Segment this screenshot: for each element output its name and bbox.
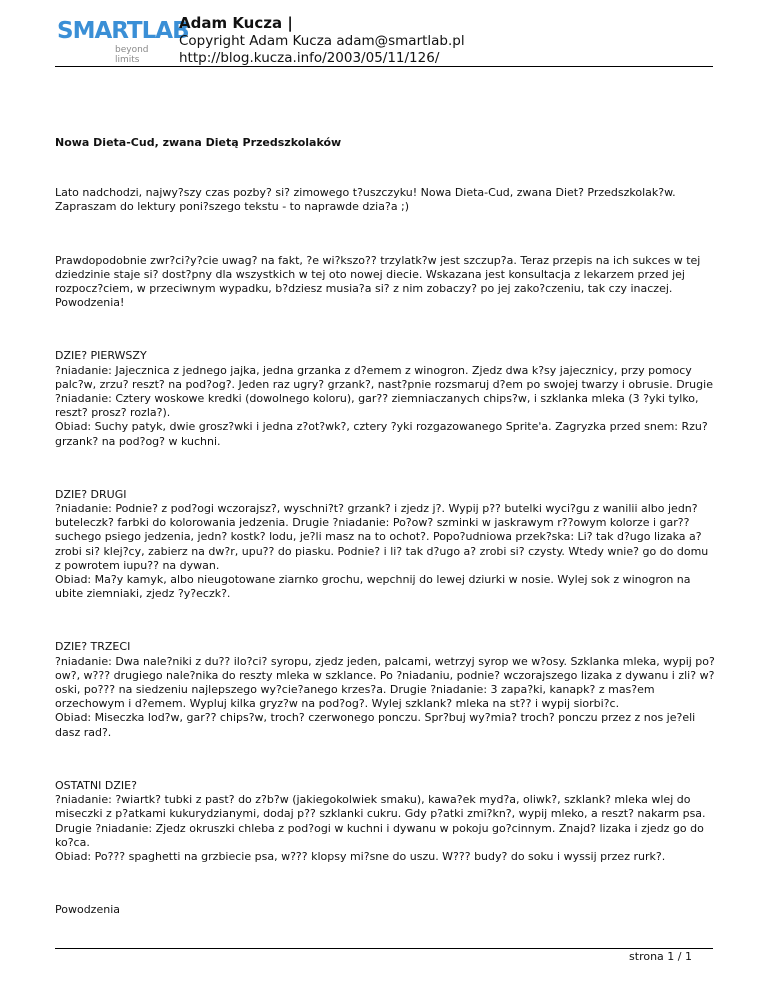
day-one-section: DZIE? PIERWSZY ?niadanie: Jajecznica z jednego jajka, jedna grzanka z d?emem z winogron. Zjedz dwa k?sy jajecznicy, przy pomocy palc?w, zrzu? reszt? na pod?og?. Jeden raz ugry? grzank?, nast?pnie rozsmaruj d?em po swojej twarzy i obrusie. Drugie ?niadanie: Cztery woskowe kredki (dowolnego koloru), gar?? ziemniaczanych chips?w, i szklanka mleka (3 ?yki tylko, reszt? prosz? rozla?). Obiad: Suchy patyk, dwie grosz?wki i jedna z?ot?wk?, cztery ?yki rozgazowanego Sprite'a. Zagryzka przed snem: Rzu? grzank? na pod?og? w kuchni. xyxy=(55,349,713,448)
page-header xyxy=(55,14,713,64)
warning-paragraph: Prawdopodobnie zwr?ci?y?cie uwag? na fakt, ?e wi?kszo?? trzylatk?w jest szczup?a. Teraz przepis na ich sukces w tej dziedzinie staje si? dost?pny dla wszystkich w tej oto nowej diecie. Wskazana jest konsultacja z lekarzem przed jej rozpocz?ciem, w przeciwnym wypadku, b?dziesz musia?a si? z nim zobaczy? po jej zako?czeniu, tak czy inaczej. Powodzenia! xyxy=(55,253,701,310)
intro-paragraph: Lato nadchodzi, najwy?szy czas pozby? si? zimowego t?uszczyku! Nowa Dieta-Cud, zwana Diet? Przedszkolak?w. Zapraszam do lektury poni?szego tekstu - to naprawde dzia?a ;) xyxy=(55,186,676,214)
article-body xyxy=(55,128,715,917)
header-copyright: Copyright Adam Kucza adam@smartlab.pl xyxy=(179,33,465,49)
last-day-section: OSTATNI DZIE? ?niadanie: ?wiartk? tubki z past? do z?b?w (jakiegokolwiek smaku), kawa?ek myd?a, oliwk?, szklank? mleka wlej do miseczki z p?atkami kukurydzianymi, dodaj p?? szklanki cukru. Gdy p?atki zmi?kn?, wypij mleko, a reszt? nakarm psa. Drugie ?niadanie: Zjedz okruszki chleba z pod?ogi w kuchni i dywanu w pokoju go?cinnym. Znajd? lizaka i zjedz go do ko?ca. Obiad: Po??? spaghetti na grzbiecie psa, w??? klopsy mi?sne do uszu. W??? budy? do soku i wyssij przez rurk?. xyxy=(55,778,706,863)
footer-divider xyxy=(55,948,713,949)
smartlab-logo xyxy=(55,18,189,65)
closing-line: Powodzenia xyxy=(55,903,120,917)
header-divider xyxy=(55,66,713,67)
day-three-section: DZIE? TRZECI ?niadanie: Dwa nale?niki z du?? ilo?ci? syropu, zjedz jeden, palcami, wetrzyj syrop we w?osy. Szklanka mleka, wypij po?ow?, w??? drugiego nale?nika do reszty mleka w szklance. Po ?niadaniu, podnie? wczorajszego lizaka z dywanu i zli? w?oski, po??? na siedzeniu najlepszego wy?cie?anego krzes?a. Drugie ?niadanie: 3 zapa?ki, kanapk? z mas?em orzechowym i d?emem. Wypluj kilka gryz?w na pod?og?. Wylej szklank? mleka na st?? i wypij siorbi?c. Obiad: Miseczka lod?w, gar?? chips?w, troch? czerwonego ponczu. Spr?buj wy?mia? troch? ponczu przez z nos je?eli dasz rad?. xyxy=(55,640,715,739)
logo-tagline: beyond limits xyxy=(115,45,149,65)
day-two-section: DZIE? DRUGI ?niadanie: Podnie? z pod?ogi wczorajsz?, wyschni?t? grzank? i zjedz j?. Wypij p?? butelki wyci?gu z wanilii albo jedn? buteleczk? farbki do kolorowania jedzenia. Drugie ?niadanie: Po?ow? szminki w jaskrawym r??owym kolorze i gar?? suchego psiego jedzenia, jedn? kostk? lodu, je?li masz na to ochot?. Popo?udniowa przek?ska: Li? tak d?ugo lizaka a? zrobi si? klej?cy, zabierz na dw?r, upu?? do piasku. Podnie? i li? tak d?ugo a? zrobi si? czysty. Wtedy wnie? go do domu z powrotem iupu?? na dywan. Obiad: Ma?y kamyk, albo nieugotowane ziarnko grochu, wepchnij do lewej dziurki w nosie. Wylej sok z winogron na ubite ziemniaki, zjedz ?y?eczk?. xyxy=(55,487,709,601)
page-number: strona 1 / 1 xyxy=(629,950,692,963)
header-title: Adam Kucza | xyxy=(179,14,293,32)
header-url[interactable]: http://blog.kucza.info/2003/05/11/126/ xyxy=(179,50,440,66)
article-title: Nowa Dieta-Cud, zwana Dietą Przedszkolaków xyxy=(55,136,342,149)
header-text xyxy=(179,14,465,67)
logo-wordmark: SMARTLAB xyxy=(57,18,189,44)
